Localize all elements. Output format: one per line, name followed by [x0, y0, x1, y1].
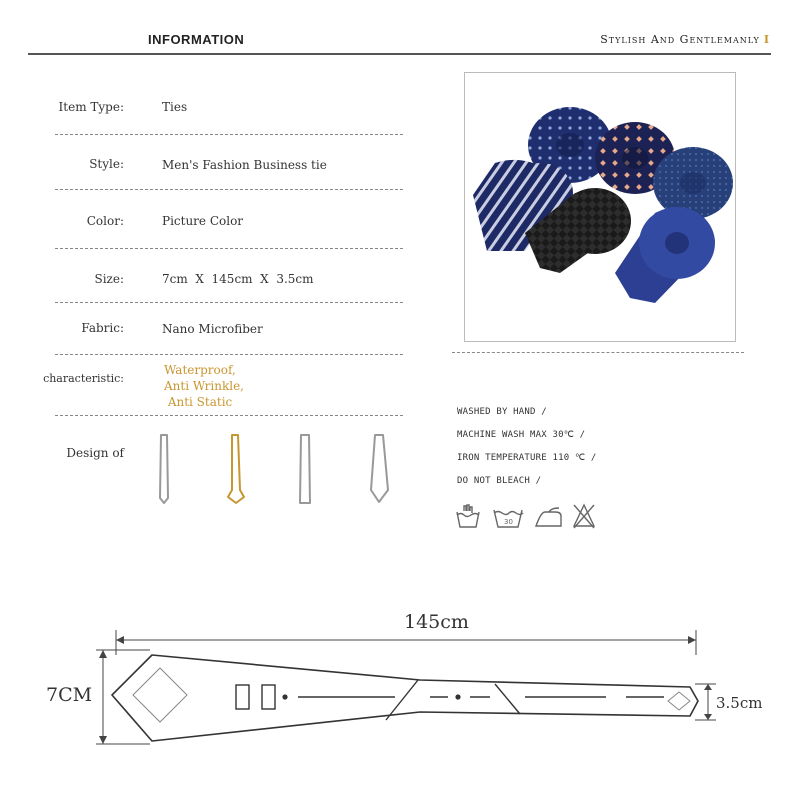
care-instruction: MACHINE WASH MAX 30℃ / [457, 430, 586, 440]
section-title: INFORMATION [148, 32, 245, 47]
spec-label-style: Style: [89, 157, 124, 171]
skinny-tie-icon [160, 435, 168, 503]
spec-label-characteristic: characteristic: [43, 372, 124, 385]
header-divider [28, 53, 771, 55]
divider [55, 248, 403, 249]
width-label: 7CM [46, 684, 93, 706]
divider [55, 189, 403, 190]
spec-value-item-type: Ties [162, 100, 188, 114]
divider [55, 354, 403, 355]
flat-tie-icon [300, 435, 310, 503]
hand-wash-icon [457, 505, 479, 527]
machine-wash-30-icon [494, 510, 523, 527]
spec-label-size: Size: [94, 272, 124, 286]
divider [55, 415, 403, 416]
divider [55, 302, 403, 303]
brand-tagline: Stylish And Gentlemanly I [600, 33, 770, 46]
divider [452, 352, 744, 353]
care-instruction: IRON TEMPERATURE 110 ℃ / [457, 453, 597, 463]
spec-label-fabric: Fabric: [81, 321, 124, 335]
design-variants [150, 430, 400, 510]
spec-value-characteristic: Waterproof, Anti Wrinkle, Anti Static [164, 363, 244, 409]
spec-value-size: 7cm X 145cm X 3.5cm [162, 272, 314, 286]
spec-value-color: Picture Color [162, 214, 244, 228]
spec-value-fabric: Nano Microfiber [162, 322, 263, 336]
tie-dimension-diagram [0, 600, 800, 760]
care-icons [455, 502, 605, 532]
spec-label-color: Color: [86, 214, 124, 228]
no-bleach-icon [574, 505, 594, 528]
care-instruction: WASHED BY HAND / [457, 407, 547, 417]
iron-icon [536, 508, 561, 526]
wide-tie-icon [371, 435, 388, 502]
spec-value-style: Men's Fashion Business tie [162, 158, 327, 172]
spec-label-design: Design of [66, 446, 124, 460]
tie-collection-image [465, 73, 735, 341]
care-instruction: DO NOT BLEACH / [457, 476, 542, 486]
product-photo [464, 72, 736, 342]
svg-text:30: 30 [504, 518, 513, 526]
divider [55, 134, 403, 135]
tip-width-label: 3.5cm [716, 694, 763, 712]
length-label: 145cm [404, 611, 469, 633]
spec-label-item-type: Item Type: [58, 100, 124, 114]
arrow-tie-icon [228, 435, 244, 503]
